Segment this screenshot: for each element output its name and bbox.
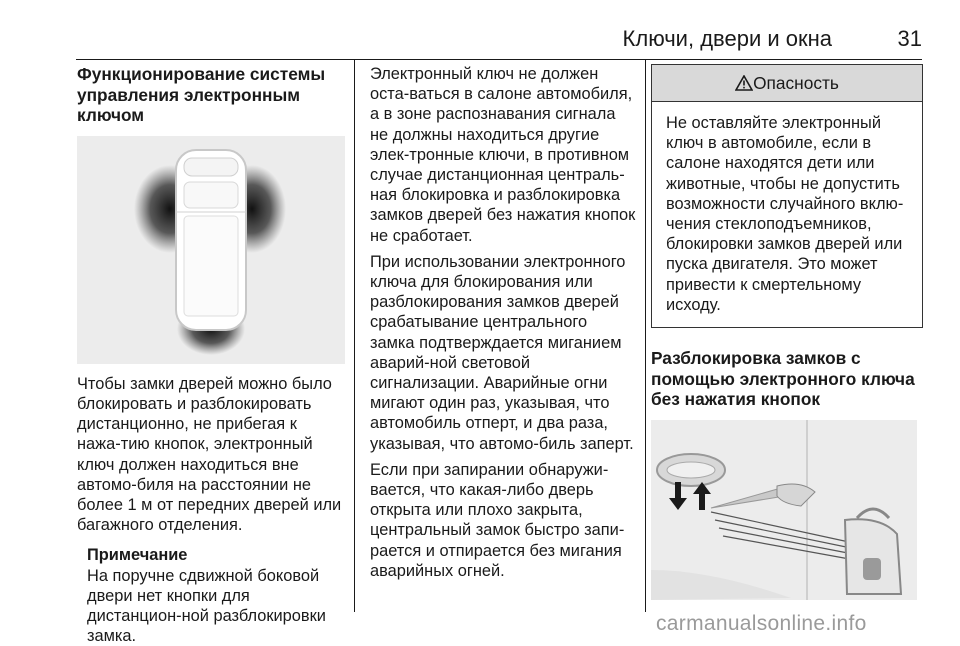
header-rule bbox=[76, 59, 922, 60]
column-2 bbox=[370, 64, 636, 587]
warning-text: Не оставляйте электронный ключ в автомобиле, если в салоне находятся дети или животные, чтобы не допустить возможности случайного вклю-чения стеклоподъемников, блокировки замков дверей или пуска двигателя. Это может привести к смертельному исходу. bbox=[666, 114, 904, 314]
paragraph: Если при запирании обнаружи-вается, что какая-либо дверь открыта или плохо закрыта, центральный замок быстро запи-рается и отпирается без мигания аварийных огней. bbox=[370, 460, 625, 580]
section-heading: Разблокировка замков с помощью электронного ключа без нажатия кнопок bbox=[651, 348, 915, 410]
section-heading: Функционирование системы управления электронным ключом bbox=[77, 64, 326, 126]
keyless-unlock-figure bbox=[651, 420, 917, 600]
paragraph: При использовании электронного ключа для блокирования или разблокирования замков дверей срабатывание центрального замка подтверждается миганием аварий-ной световой сигнализации. Аварийные огни мигают один раз, указывая, что автомобиль отперт, и два раза, указывая, что автомо-биль заперт. bbox=[370, 252, 634, 453]
note-title: Примечание bbox=[87, 546, 188, 565]
warning-triangle-icon bbox=[735, 75, 753, 91]
note-text: На поручне сдвижной боковой двери нет кнопки для дистанцион-ной разблокировки замка. bbox=[87, 566, 326, 646]
car-detection-zones-figure bbox=[77, 136, 345, 364]
warning-title: Опасность bbox=[753, 73, 839, 93]
danger-warning-box bbox=[651, 64, 923, 328]
watermark: carmanualsonline.info bbox=[656, 612, 867, 635]
paragraph: Электронный ключ не должен оста-ваться в салоне автомобиля, а в зоне распознавания сигнала не должны находиться другие элек-тронные ключи, в противном случае дистанционная централь-ная блокировка и разблокировка замков дверей без нажатия кнопок не сработает. bbox=[370, 65, 636, 245]
note-block bbox=[87, 545, 345, 646]
column-3 bbox=[651, 64, 923, 600]
column-1 bbox=[77, 64, 345, 646]
chapter-title: Ключи, двери и окна bbox=[622, 26, 832, 51]
column-divider-1 bbox=[354, 60, 355, 612]
paragraph: Чтобы замки дверей можно было блокировать и разблокировать дистанционно, не прибегая к нажа-тию кнопок, электронный ключ должен находиться вне автомо-биля на расстоянии не более 1 м от передних дверей или багажного отделения. bbox=[77, 374, 342, 535]
column-divider-2 bbox=[645, 60, 646, 612]
warning-header bbox=[652, 65, 922, 102]
page-number: 31 bbox=[897, 26, 922, 51]
